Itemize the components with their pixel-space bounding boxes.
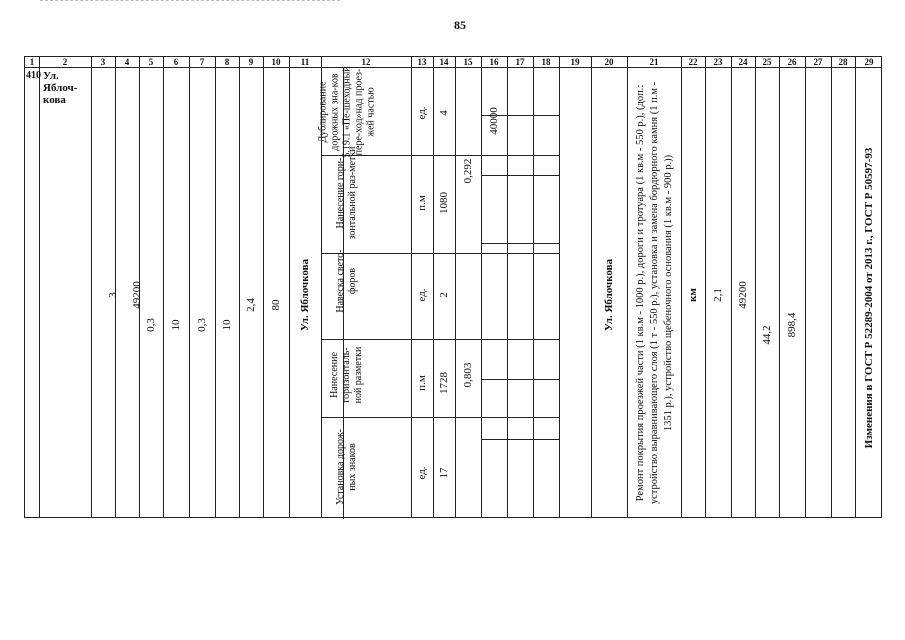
col-number: 6 <box>173 57 179 67</box>
work-qty: 2 <box>438 292 450 298</box>
work-qty: 1080 <box>438 192 450 214</box>
work-qty: 4 <box>438 110 450 116</box>
col-sep <box>455 57 456 517</box>
work-unit: п.м <box>416 195 428 211</box>
cell-col10: 80 <box>270 299 282 311</box>
col-number: 13 <box>417 57 427 67</box>
data-table <box>24 56 882 518</box>
cell-col11: Ул. Яблочкова <box>299 258 311 332</box>
col-sep <box>239 57 240 517</box>
cell-divider <box>481 175 559 176</box>
col-sep <box>507 57 508 517</box>
work-name: Установка дорож-ных знаков <box>335 428 358 506</box>
col-sep <box>163 57 164 517</box>
col-sep <box>731 57 732 517</box>
work-qty: 17 <box>438 467 450 479</box>
col-number: 29 <box>864 57 874 67</box>
cell-col4: 49200 <box>131 281 143 309</box>
col-sep <box>189 57 190 517</box>
cell-col3: 3 <box>107 292 119 298</box>
col-number: 16 <box>489 57 499 67</box>
row-id: 410 <box>26 70 41 81</box>
street-name: Ул. Яблоч-кова <box>43 70 78 106</box>
col-sep <box>705 57 706 517</box>
col-number: 14 <box>439 57 449 67</box>
cell-col5: 0,3 <box>145 318 157 332</box>
col-sep <box>91 57 92 517</box>
col-sep <box>681 57 682 517</box>
col-sep <box>755 57 756 517</box>
col-number: 2 <box>62 57 68 67</box>
col-number: 17 <box>515 57 525 67</box>
col-number: 9 <box>248 57 254 67</box>
cell-col26: 898,4 <box>786 312 798 338</box>
cell-col6: 10 <box>170 319 182 331</box>
col-number: 7 <box>199 57 205 67</box>
cell-col16: 40000 <box>488 107 500 135</box>
col-number: 12 <box>361 57 371 67</box>
cell-col9: 2,4 <box>245 298 257 312</box>
col-number: 26 <box>787 57 797 67</box>
col-number: 4 <box>124 57 130 67</box>
work-name: Дублирование дорожных зна-ков 5.19.1 «Пе-шеходный пере-ход»над проез-жей частью <box>317 66 377 158</box>
cell-divider <box>481 243 559 244</box>
col-number: 20 <box>604 57 614 67</box>
cell-col23: 2,1 <box>712 288 724 302</box>
work-name: Навеска свето-форов <box>335 249 358 313</box>
col-number: 11 <box>300 57 310 67</box>
col-number: 8 <box>224 57 230 67</box>
col-sep <box>805 57 806 517</box>
work-unit: ед. <box>416 288 428 302</box>
col-sep <box>289 57 290 517</box>
col-sep <box>433 57 434 517</box>
work-unit: ед. <box>416 466 428 480</box>
col-sep <box>591 57 592 517</box>
cell-col29-standards: Изменения в ГОСТ Р 52289-2004 от 2013 г., ГОСТ Р 50597-93 <box>863 147 875 449</box>
col-number: 23 <box>713 57 723 67</box>
col-sep <box>779 57 780 517</box>
work-unit: п.м <box>416 375 428 391</box>
cell-divider <box>481 439 559 440</box>
cell-col20: Ул. Яблочкова <box>603 258 615 332</box>
header-divider <box>25 67 881 68</box>
work-unit: ед. <box>416 106 428 120</box>
cell-col15-bottom: 0,803 <box>462 362 474 388</box>
col-sep <box>627 57 628 517</box>
cell-col25: 44,2 <box>761 325 773 345</box>
scan-artifact-line <box>40 0 340 4</box>
col-sep <box>215 57 216 517</box>
page-number: 85 <box>454 18 466 32</box>
work-qty: 1728 <box>438 372 450 394</box>
col-sep <box>533 57 534 517</box>
col-number: 28 <box>838 57 848 67</box>
col-number: 22 <box>688 57 698 67</box>
col-number: 25 <box>762 57 772 67</box>
col-number: 18 <box>541 57 551 67</box>
cell-col21-description: Ремонт покрытия проезжей части (1 кв.м - 1000 р.), дороги и тротуара (1 кв.м - 550 р.), (доп.: устройство выравнивающего слоя (1 т - 550 р.), установка и замена бордюрного камня (1 п.м - 1351 р.), устройство щебеночного основания (1 кв.м - 900 р.)) <box>635 81 674 505</box>
col-number: 27 <box>813 57 823 67</box>
col-number: 5 <box>148 57 154 67</box>
cell-col24: 49200 <box>737 281 749 309</box>
cell-col15-top: 0,292 <box>462 158 474 184</box>
cell-divider <box>481 379 559 380</box>
col-sep <box>481 57 482 517</box>
col-sep <box>831 57 832 517</box>
cell-col22: км <box>687 288 699 302</box>
col-number: 3 <box>100 57 106 67</box>
col-number: 15 <box>463 57 473 67</box>
col-sep <box>39 57 40 517</box>
col-number: 10 <box>271 57 281 67</box>
cell-divider <box>321 417 559 418</box>
work-name: Нанесение горизонталь-ной разметки <box>329 346 364 404</box>
col-number: 21 <box>649 57 659 67</box>
col-number: 19 <box>570 57 580 67</box>
cell-col8: 10 <box>221 319 233 331</box>
col-number: 1 <box>29 57 35 67</box>
col-sep <box>263 57 264 517</box>
col-sep <box>855 57 856 517</box>
cell-col7: 0,3 <box>196 318 208 332</box>
col-sep <box>411 57 412 517</box>
work-name: Нанесение гори-зонтальной раз-метки <box>335 146 358 240</box>
col-number: 24 <box>738 57 748 67</box>
col-sep <box>559 57 560 517</box>
